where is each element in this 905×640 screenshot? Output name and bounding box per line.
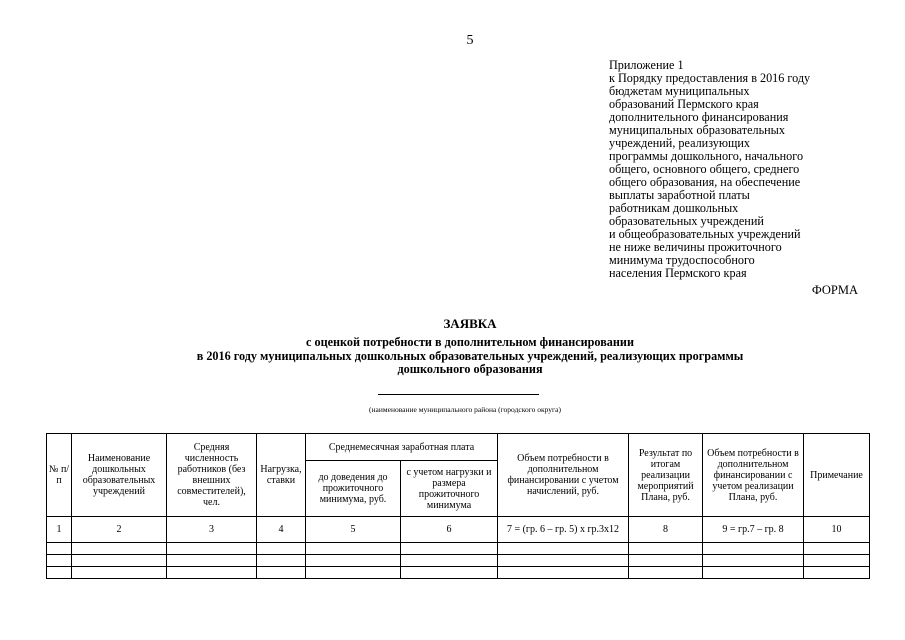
appendix-line: общего, основного общего, среднего (609, 162, 800, 176)
appendix-line: выплаты заработной платы (609, 188, 750, 202)
table-cell[interactable] (804, 555, 870, 567)
table-cell[interactable] (629, 543, 703, 555)
table-cell[interactable] (167, 555, 257, 567)
table-cell[interactable] (72, 543, 167, 555)
table-cell[interactable] (47, 555, 72, 567)
header-need: Объем потребности в дополнительном финансировании с учетом начислений, руб. (498, 434, 629, 517)
table-cell[interactable] (703, 543, 804, 555)
document-subtitle (80, 336, 860, 377)
application-table (46, 433, 870, 579)
column-number: 8 (629, 517, 703, 543)
table-cell[interactable] (306, 555, 401, 567)
subtitle-line: в 2016 году муниципальных дошкольных образовательных учреждений, реализующих программы (196, 348, 744, 363)
table-cell[interactable] (167, 543, 257, 555)
appendix-line: образований Пермского края (609, 97, 759, 111)
column-number: 7 = (гр. 6 – гр. 5) х гр.3х12 (498, 517, 629, 543)
column-number: 1 (47, 517, 72, 543)
appendix-line: и общеобразовательных учреждений (609, 227, 801, 241)
appendix-line: не ниже величины прожиточного (609, 240, 782, 254)
table-cell[interactable] (401, 567, 498, 579)
table-cell[interactable] (498, 567, 629, 579)
appendix-block (609, 59, 874, 280)
header-num: № п/п (47, 434, 72, 517)
table-cell[interactable] (167, 567, 257, 579)
column-number-row (47, 517, 870, 543)
column-number: 2 (72, 517, 167, 543)
table-row (47, 543, 870, 555)
appendix-line: общего образования, на обеспечение (609, 175, 801, 189)
page-number: 5 (466, 33, 474, 48)
table-cell[interactable] (257, 567, 306, 579)
appendix-line: учреждений, реализующих (609, 136, 750, 150)
document-title: ЗАЯВКА (443, 316, 497, 331)
table-cell[interactable] (703, 555, 804, 567)
column-number: 5 (306, 517, 401, 543)
table-cell[interactable] (498, 555, 629, 567)
table-cell[interactable] (257, 543, 306, 555)
header-load: Нагрузка, ставки (257, 434, 306, 517)
table-cell[interactable] (629, 567, 703, 579)
header-note: Примечание (804, 434, 870, 517)
column-number: 4 (257, 517, 306, 543)
table-cell[interactable] (47, 567, 72, 579)
appendix-line: населения Пермского края (609, 266, 747, 280)
header-avg-salary: Среднемесячная заработная плата (306, 434, 498, 461)
column-number: 6 (401, 517, 498, 543)
table-cell[interactable] (257, 555, 306, 567)
appendix-line: бюджетам муниципальных (609, 84, 750, 98)
table-cell[interactable] (72, 567, 167, 579)
appendix-line: минимума трудоспособного (609, 253, 755, 267)
table-cell[interactable] (306, 543, 401, 555)
table-cell[interactable] (401, 555, 498, 567)
appendix-line: Приложение 1 (609, 58, 684, 72)
appendix-line: муниципальных образовательных (609, 123, 785, 137)
header-to-min: до доведения до прожиточного минимума, руб. (306, 461, 401, 517)
header-need-after: Объем потребности в дополнительном финансировании с учетом реализации Плана, руб. (703, 434, 804, 517)
subtitle-line: дошкольного образования (397, 362, 543, 376)
district-caption: (наименование муниципального района (городского округа) (369, 405, 561, 414)
table-cell[interactable] (47, 543, 72, 555)
column-number: 3 (167, 517, 257, 543)
header-with-load: с учетом нагрузки и размера прожиточного минимума (401, 461, 498, 517)
header-row (47, 434, 870, 461)
table-cell[interactable] (804, 567, 870, 579)
district-fill-line (378, 394, 539, 395)
table-cell[interactable] (804, 543, 870, 555)
appendix-line: к Порядку предоставления в 2016 году (609, 71, 811, 85)
header-avg-staff: Средняя численность работников (без внешних совместителей), чел. (167, 434, 257, 517)
forma-label: ФОРМА (811, 283, 858, 297)
header-name: Наименование дошкольных образовательных учреждений (72, 434, 167, 517)
column-number: 9 = гр.7 – гр. 8 (703, 517, 804, 543)
appendix-line: образовательных учреждений (609, 214, 764, 228)
table-cell[interactable] (629, 555, 703, 567)
table-row (47, 555, 870, 567)
table-cell[interactable] (401, 543, 498, 555)
appendix-line: дополнительного финансирования (609, 110, 789, 124)
table-row (47, 567, 870, 579)
subtitle-line: с оценкой потребности в дополнительном финансировании (306, 335, 634, 349)
table-cell[interactable] (498, 543, 629, 555)
column-number: 10 (804, 517, 870, 543)
appendix-line: работникам дошкольных (609, 201, 739, 215)
table-cell[interactable] (306, 567, 401, 579)
appendix-line: программы дошкольного, начального (609, 149, 804, 163)
header-result: Результат по итогам реализации мероприятий Плана, руб. (629, 434, 703, 517)
table-cell[interactable] (703, 567, 804, 579)
table-cell[interactable] (72, 555, 167, 567)
